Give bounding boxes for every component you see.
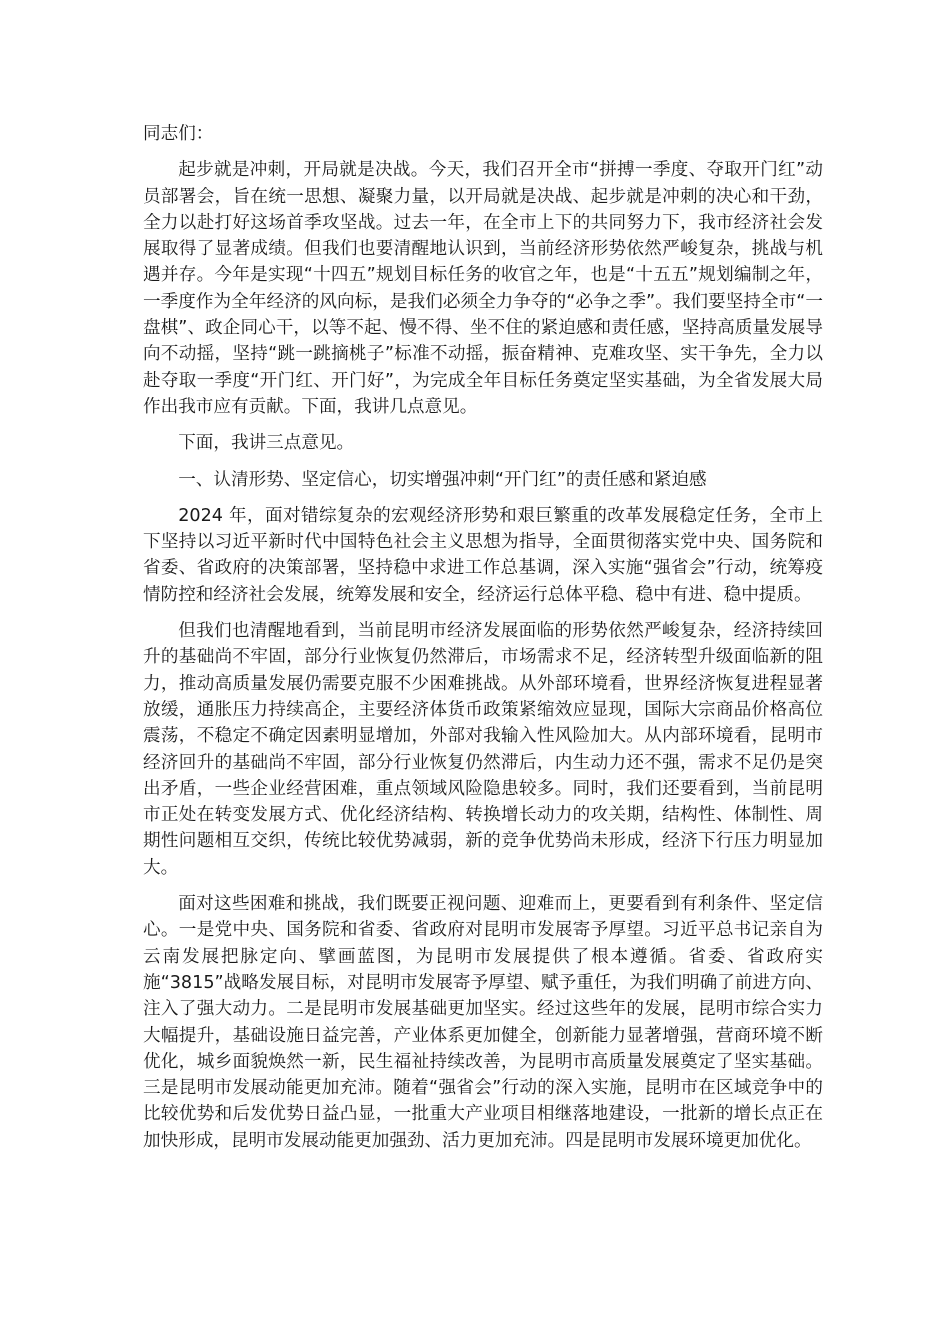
- paragraph-2024-review: 2024 年，面对错综复杂的宏观经济形势和艰巨繁重的改革发展稳定任务，全市上下坚持以习近平新时代中国特色社会主义思想为指导，全面贯彻落实党中央、国务院和省委、省政府的决策部署，坚持稳中求进工作总基调，深入实施“强省会”行动，统筹疫情防控和经济社会发展，统筹发展和安全，经济运行总体平稳、稳中有进、稳中提质。: [143, 505, 823, 605]
- paragraph-confidence: 面对这些困难和挑战，我们既要正视问题、迎难而上，更要看到有利条件、坚定信心。一是党中央、国务院和省委、省政府对昆明市发展寄予厚望。习近平总书记亲自为云南发展把脉定向、擘画蓝图，为昆明市发展提供了根本遵循。省委、省政府实施“3815”战略发展目标，对昆明市发展寄予厚望、赋予重任，为我们明确了前进方向、注入了强大动力。二是昆明市发展基础更加坚实。经过这些年的发展，昆明市综合实力大幅提升，基础设施日益完善，产业体系更加健全，创新能力显著增强，营商环境不断优化，城乡面貌焕然一新，民生福祉持续改善，为昆明市高质量发展奠定了坚实基础。三是昆明市发展动能更加充沛。随着“强省会”行动的深入实施，昆明市在区域竞争中的比较优势和后发优势日益凸显，一批重大产业项目相继落地建设，一批新的增长点正在加快形成，昆明市发展动能更加强劲、活力更加充沛。四是昆明市发展环境更加优化。: [143, 894, 823, 1151]
- salutation: 同志们：: [143, 124, 214, 144]
- paragraph-opening: 起步就是冲刺，开局就是决战。今天，我们召开全市“拼搏一季度、夺取开门红”动员部署会，旨在统一思想、凝聚力量，以开局就是决战、起步就是冲刺的决心和干劲，全力以赴打好这场首季攻坚战。过去一年，在全市上下的共同努力下，我市经济社会发展取得了显著成绩。但我们也要清醒地认识到，当前经济形势依然严峻复杂，挑战与机遇并存。今年是实现“十四五”规划目标任务的收官之年，也是“十五五”规划编制之年，一季度作为全年经济的风向标，是我们必须全力争夺的“必争之季”。我们要坚持全市“一盘棋”、政企同心干，以等不起、慢不得、坐不住的紧迫感和责任感，坚持高质量发展导向不动摇，坚持“跳一跳摘桃子”标准不动摇，振奋精神、克难攻坚、实干争先，全力以赴夺取一季度“开门红、开门好”，为完成全年目标任务奠定坚实基础，为全省发展大局作出我市应有贡献。下面，我讲几点意见。: [143, 160, 823, 417]
- paragraph-challenges: 但我们也清醒地看到，当前昆明市经济发展面临的形势依然严峻复杂，经济持续回升的基础尚不牢固，部分行业恢复仍然滞后，市场需求不足，经济转型升级面临新的阻力，推动高质量发展仍需要克服不少困难挑战。从外部环境看，世界经济恢复进程显著放缓，通胀压力持续高企，主要经济体货币政策紧缩效应显现，国际大宗商品价格高位震荡，不稳定不确定因素明显增加，外部对我输入性风险加大。从内部环境看，昆明市经济回升的基础尚不牢固，部分行业恢复仍然滞后，内生动力还不强，需求不足仍是突出矛盾，一些企业经营困难，重点领域风险隐患较多。同时，我们还要看到，当前昆明市正处在转变发展方式、优化经济结构、转换增长动力的攻关期，结构性、体制性、周期性问题相互交织，传统比较优势减弱，新的竞争优势尚未形成，经济下行压力明显加大。: [143, 621, 823, 878]
- document-page: [143, 121, 823, 1164]
- paragraph-three-points: 下面，我讲三点意见。: [178, 433, 355, 454]
- section-heading: 一、认清形势、坚定信心，切实增强冲刺“开门红”的责任感和紧迫感: [178, 469, 707, 490]
